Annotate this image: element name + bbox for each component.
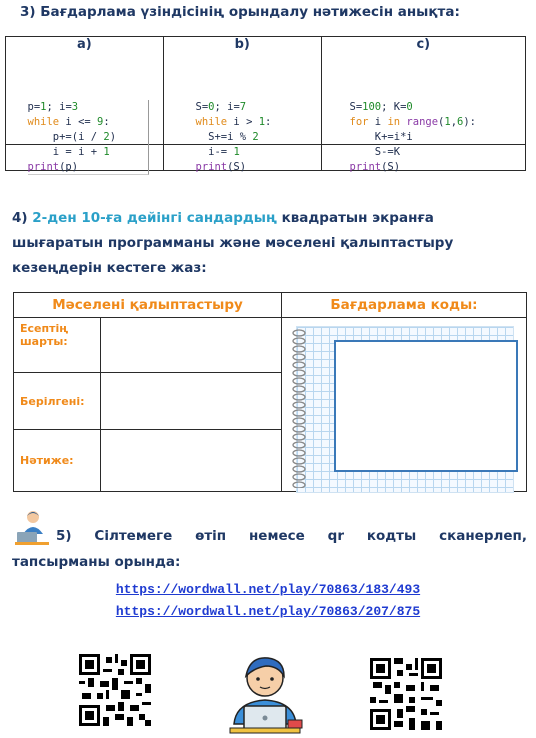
task3-cell-c [321, 37, 525, 173]
task5-line1: 5) Сілтемеге өтіп немесе qr кодты сканерлеп, [56, 528, 527, 544]
row-label-condition: Есептің шарты: [14, 318, 101, 373]
student-computer-icon [14, 508, 52, 546]
task4-text: 4) 2-ден 10-ға дейінгі сандардың квадратын экранға шығаратын программаны және мәселені қалыптастыру кезеңдерін кестеге жаз: [12, 210, 454, 276]
wordwall-link-1[interactable]: https://wordwall.net/play/70863/183/493 [115, 582, 421, 597]
row-label-result: Нәтиже: [14, 430, 101, 492]
code-c: S=100; K=0 for i in range(1,6): K+=i*i S-=K print(S) [349, 100, 476, 173]
link-1-wrap [0, 578, 536, 597]
task3-table [5, 36, 526, 171]
row-input-condition[interactable] [101, 318, 282, 373]
student-laptop-image [222, 652, 308, 734]
row-input-given[interactable] [101, 373, 282, 430]
label-a: a) [77, 37, 92, 52]
label-b: b) [234, 37, 250, 52]
header-left: Мәселені қалыптастыру [14, 293, 282, 318]
code-b: S=0; i=7 while i > 1: S+=i % 2 i-= 1 print(S) [195, 100, 272, 173]
task3-cell-a [6, 37, 164, 173]
code-box[interactable] [334, 340, 518, 472]
qr-code-icon-2[interactable] [370, 658, 442, 730]
task3-cell-b [163, 37, 321, 173]
task5-line2: тапсырманы орында: [12, 554, 181, 570]
task4-highlight: 2-ден 10-ға дейінгі сандардың [32, 210, 277, 226]
wordwall-link-2[interactable]: https://wordwall.net/play/70863/207/875 [115, 604, 421, 619]
row-label-given: Берілгені: [14, 373, 101, 430]
task3-heading: 3) Бағдарлама үзіндісінің орындалу нәтижесін анықта: [20, 4, 460, 20]
label-c: c) [416, 37, 431, 52]
spiral-binding-icon [290, 328, 308, 488]
header-right: Бағдарлама коды: [282, 293, 527, 318]
task4-table [13, 292, 527, 492]
code-area[interactable] [282, 318, 527, 492]
code-a: p=1; i=3 while i <= 9: p+=(i / 2) i = i + 1 print(p) [28, 100, 149, 175]
row-input-result[interactable] [101, 430, 282, 492]
qr-code-icon-1[interactable] [79, 654, 151, 726]
link-2-wrap [0, 600, 536, 619]
